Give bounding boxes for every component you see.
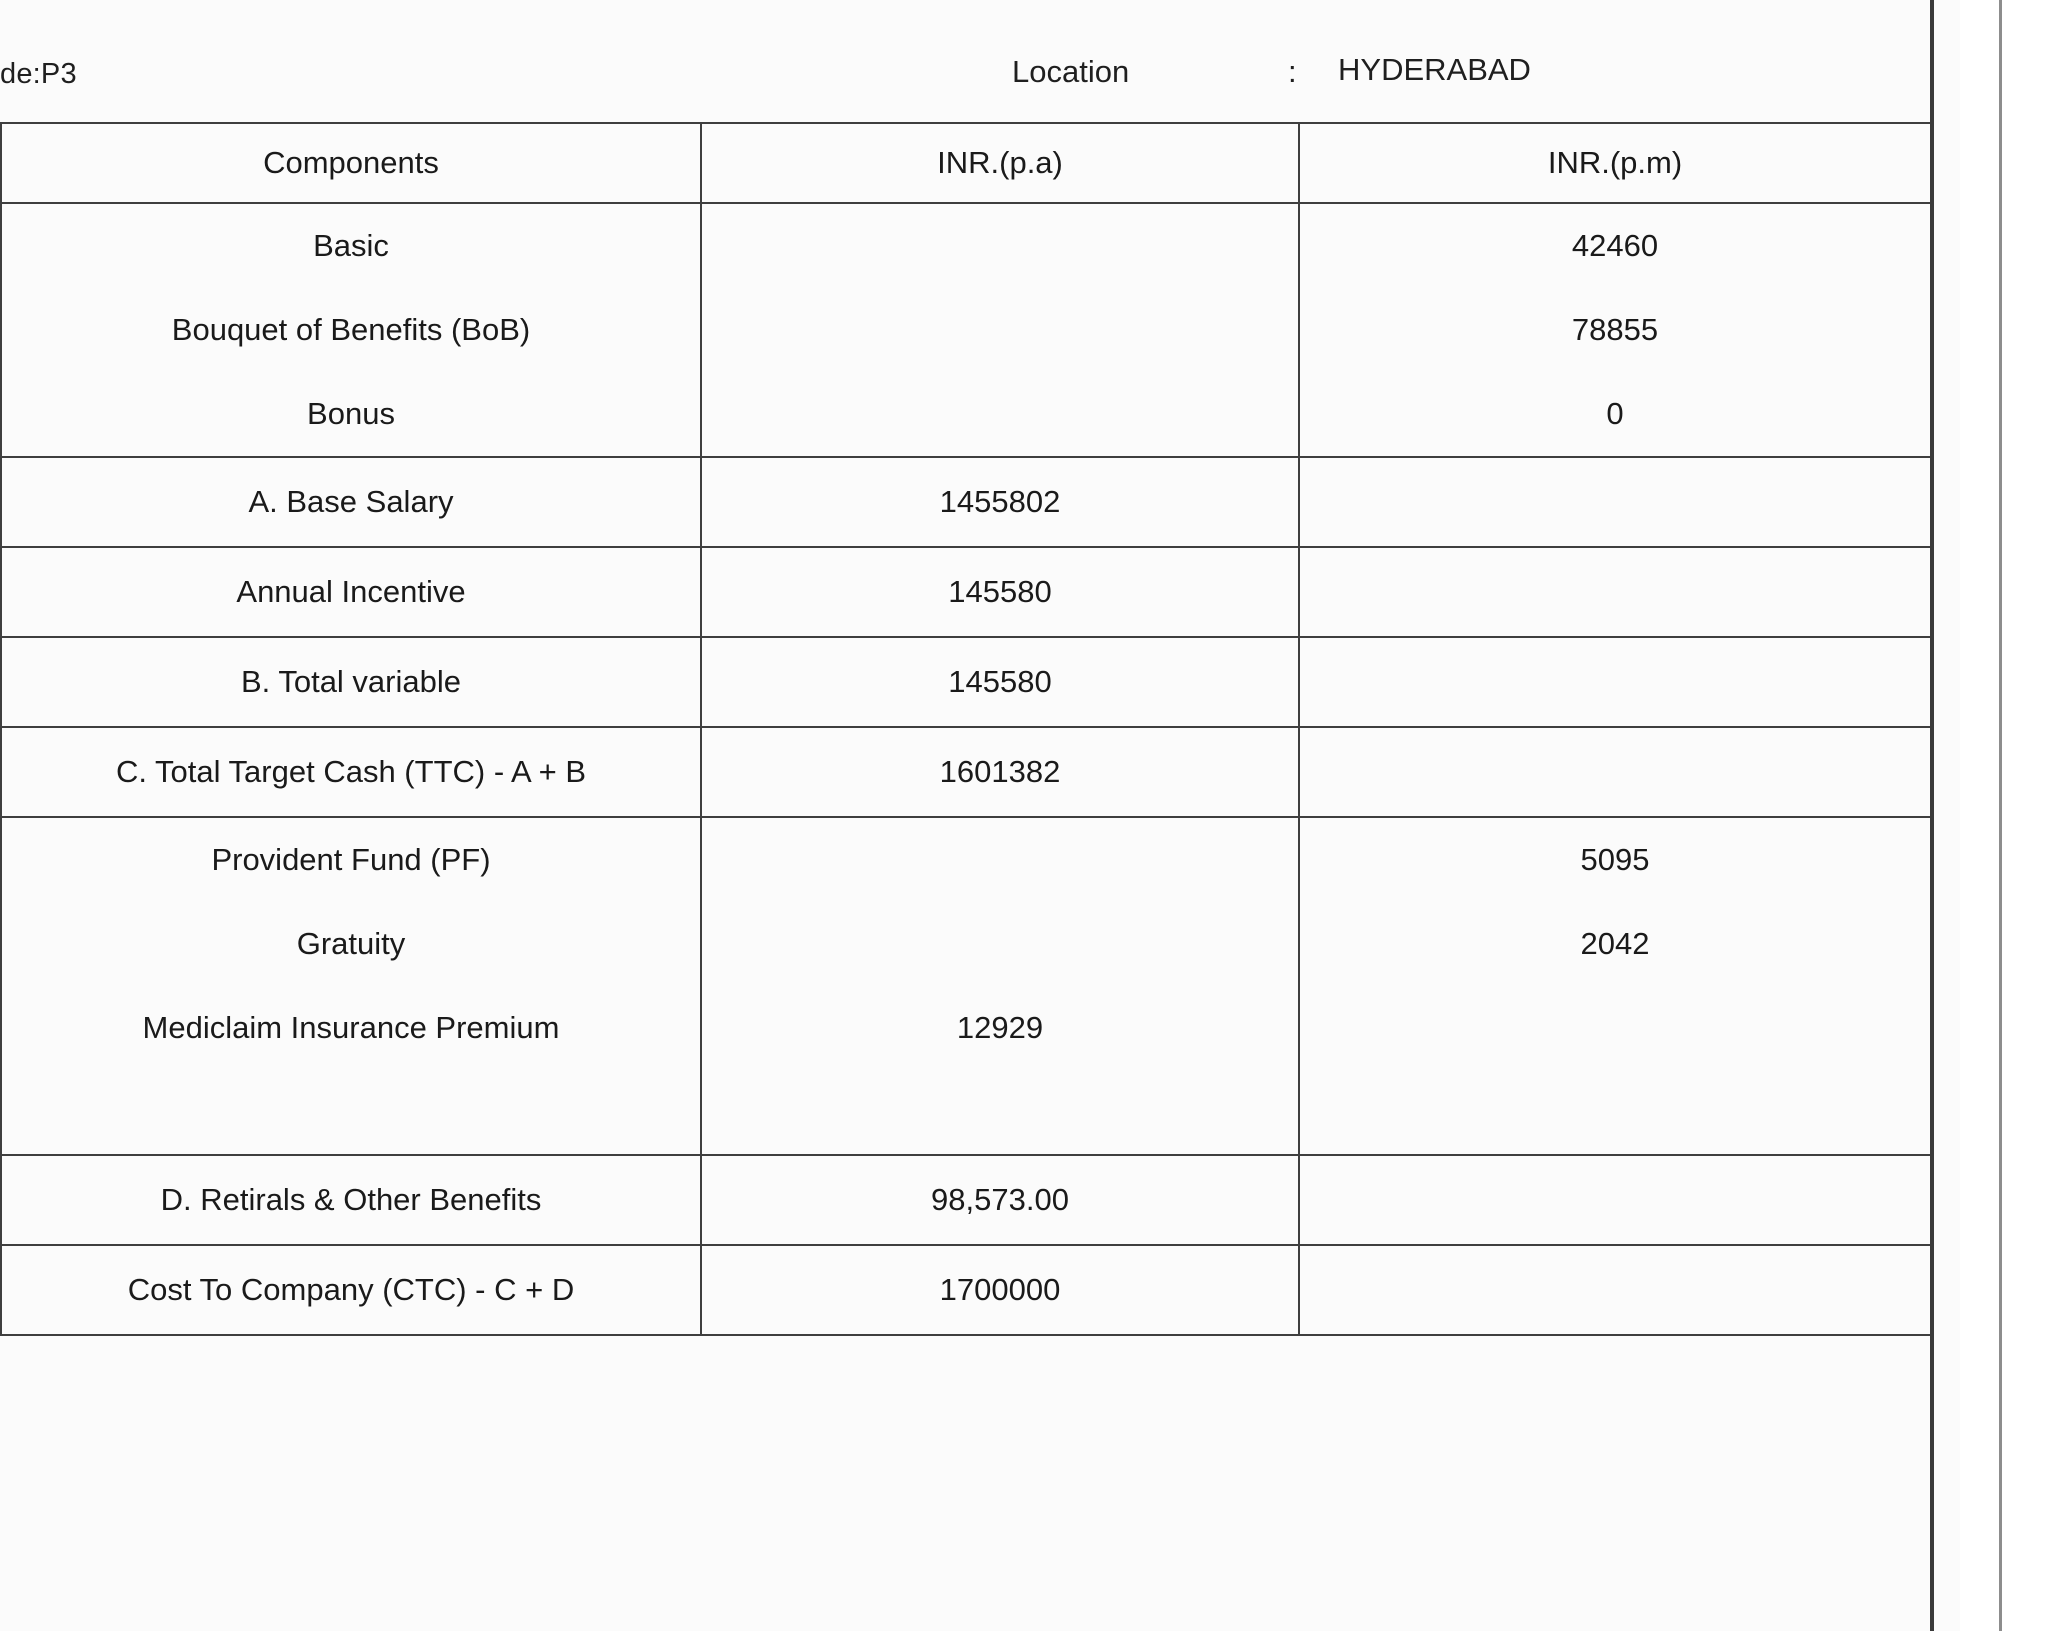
value-base-salary-pa: 1455802 xyxy=(701,457,1299,547)
row-label-total-target-cash: C. Total Target Cash (TTC) - A + B xyxy=(1,727,701,817)
row-label-annual-incentive: Annual Incentive xyxy=(1,547,701,637)
table-row xyxy=(1,637,1931,727)
value-spacer-pa xyxy=(702,1070,1298,1154)
row-label-provident-fund: Provident Fund (PF) xyxy=(211,842,491,877)
value-annual-incentive-pm xyxy=(1299,547,1931,637)
location-label: Location xyxy=(1012,54,1130,89)
value-retirals-other-benefits-pa: 98,573.00 xyxy=(701,1155,1299,1245)
value-gratuity-pa xyxy=(702,902,1298,986)
column-header-inr-pm: INR.(p.m) xyxy=(1299,123,1931,203)
value-total-target-cash-pm xyxy=(1299,727,1931,817)
value-bob-pa xyxy=(702,288,1298,372)
table-group-retirals-components xyxy=(1,817,1931,1155)
location-separator: : xyxy=(1288,54,1297,89)
table-row xyxy=(1,1155,1931,1245)
group-cell-pm-retirals xyxy=(1299,817,1931,1155)
grade-label: de:P3 xyxy=(0,58,77,90)
value-cost-to-company-pa: 1700000 xyxy=(701,1245,1299,1335)
value-bonus-pm: 0 xyxy=(1606,396,1624,431)
table-row xyxy=(1,457,1931,547)
group-cell-pa-retirals xyxy=(701,817,1299,1155)
row-label-bonus: Bonus xyxy=(307,396,395,431)
value-total-variable-pm xyxy=(1299,637,1931,727)
value-base-salary-pm xyxy=(1299,457,1931,547)
group-cell-components-retirals xyxy=(1,817,701,1155)
row-label-bob: Bouquet of Benefits (BoB) xyxy=(171,312,531,347)
value-gratuity-pm: 2042 xyxy=(1580,926,1650,961)
table-group-salary-components xyxy=(1,203,1931,457)
row-label-spacer xyxy=(2,1070,700,1154)
row-label-gratuity: Gratuity xyxy=(296,926,406,961)
column-header-components: Components xyxy=(1,123,701,203)
table-header-row xyxy=(1,123,1931,203)
table-row xyxy=(1,1245,1931,1335)
row-label-base-salary: A. Base Salary xyxy=(1,457,701,547)
location-value: HYDERABAD xyxy=(1338,52,1531,87)
page-right-border xyxy=(1930,0,1934,1631)
table-row xyxy=(1,727,1931,817)
value-spacer-pm xyxy=(1300,1070,1930,1154)
value-mediclaim-pm xyxy=(1300,986,1930,1070)
document-header xyxy=(0,22,1930,88)
value-bonus-pa xyxy=(702,372,1298,456)
value-cost-to-company-pm xyxy=(1299,1245,1931,1335)
value-bob-pm: 78855 xyxy=(1571,312,1659,347)
value-annual-incentive-pa: 145580 xyxy=(701,547,1299,637)
value-basic-pm: 42460 xyxy=(1571,228,1659,263)
row-label-cost-to-company: Cost To Company (CTC) - C + D xyxy=(1,1245,701,1335)
value-provident-fund-pm: 5095 xyxy=(1580,842,1650,877)
value-provident-fund-pa xyxy=(702,818,1298,902)
value-basic-pa xyxy=(702,204,1298,288)
viewport-right-margin xyxy=(2002,0,2048,1631)
row-label-basic: Basic xyxy=(313,228,389,263)
value-total-variable-pa: 145580 xyxy=(701,637,1299,727)
group-cell-components xyxy=(1,203,701,457)
group-cell-pa xyxy=(701,203,1299,457)
value-retirals-other-benefits-pm xyxy=(1299,1155,1931,1245)
row-label-mediclaim: Mediclaim Insurance Premium xyxy=(142,1010,560,1045)
value-total-target-cash-pa: 1601382 xyxy=(701,727,1299,817)
group-cell-pm xyxy=(1299,203,1931,457)
salary-breakup-table xyxy=(0,122,1932,1336)
value-mediclaim-pa: 12929 xyxy=(956,1010,1044,1045)
column-header-inr-pa: INR.(p.a) xyxy=(701,123,1299,203)
row-label-retirals-other-benefits: D. Retirals & Other Benefits xyxy=(1,1155,701,1245)
table-row xyxy=(1,547,1931,637)
row-label-total-variable: B. Total variable xyxy=(1,637,701,727)
